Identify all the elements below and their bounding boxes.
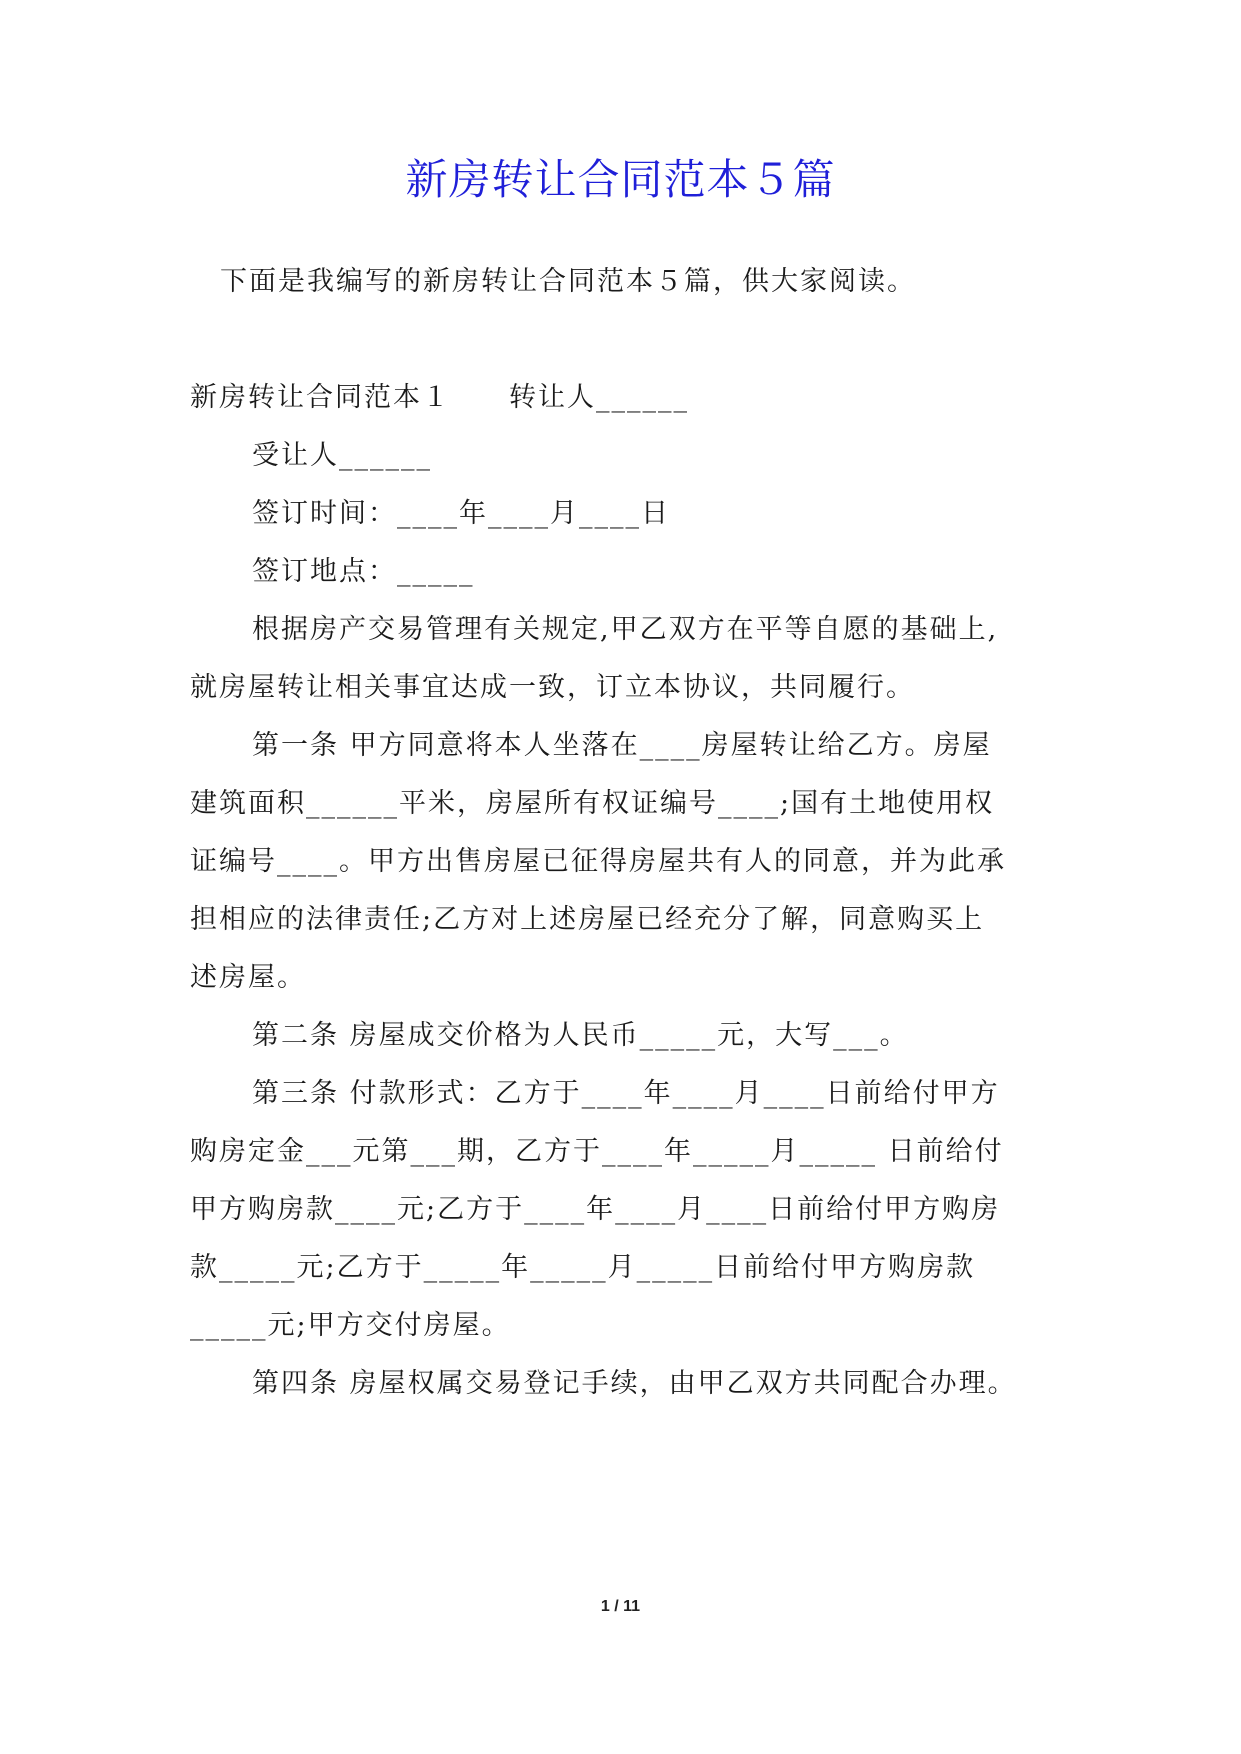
contract-heading-line: 新房转让合同范本１ 转让人______ — [190, 382, 689, 413]
article-4-line: 第四条 房屋权属交易登记手续，由甲乙双方共同配合办理。 — [252, 1368, 1017, 1399]
document-title: 新房转让合同范本５篇 — [405, 155, 836, 204]
article-1-line-2: 建筑面积______平米，房屋所有权证编号____;国有土地使用权 — [190, 788, 995, 819]
intro-paragraph: 下面是我编写的新房转让合同范本５篇，供大家阅读。 — [220, 266, 916, 297]
preamble-line-1: 根据房产交易管理有关规定,甲乙双方在平等自愿的基础上, — [252, 614, 999, 645]
preamble-line-2: 就房屋转让相关事宜达成一致，订立本协议，共同履行。 — [190, 672, 915, 703]
article-1-line-5: 述房屋。 — [190, 962, 306, 993]
signing-date-line: 签订时间：____年____月____日 — [252, 498, 670, 529]
article-1-line-4: 担相应的法律责任;乙方对上述房屋已经充分了解，同意购买上 — [190, 904, 985, 935]
article-3-line-3: 甲方购房款____元;乙方于____年____月____日前给付甲方购房 — [190, 1194, 1001, 1225]
article-3-line-2: 购房定金___元第___期，乙方于____年_____月_____ 日前给付 — [190, 1136, 1004, 1167]
article-1-line-3: 证编号____。甲方出售房屋已征得房屋共有人的同意，并为此承 — [190, 846, 1006, 877]
page-indicator: 1 / 11 — [600, 1598, 641, 1615]
article-1-line-1: 第一条 甲方同意将本人坐落在____房屋转让给乙方。房屋 — [252, 730, 992, 761]
signing-place-line: 签订地点：_____ — [252, 556, 475, 587]
transferee-line: 受让人______ — [252, 440, 432, 471]
article-3-line-1: 第三条 付款形式：乙方于____年____月____日前给付甲方 — [252, 1078, 1000, 1109]
article-3-line-5: _____元;甲方交付房屋。 — [190, 1310, 511, 1341]
article-3-line-4: 款_____元;乙方于_____年_____月_____日前给付甲方购房款 — [190, 1252, 976, 1283]
article-2-line: 第二条 房屋成交价格为人民币_____元，大写___。 — [252, 1020, 909, 1051]
